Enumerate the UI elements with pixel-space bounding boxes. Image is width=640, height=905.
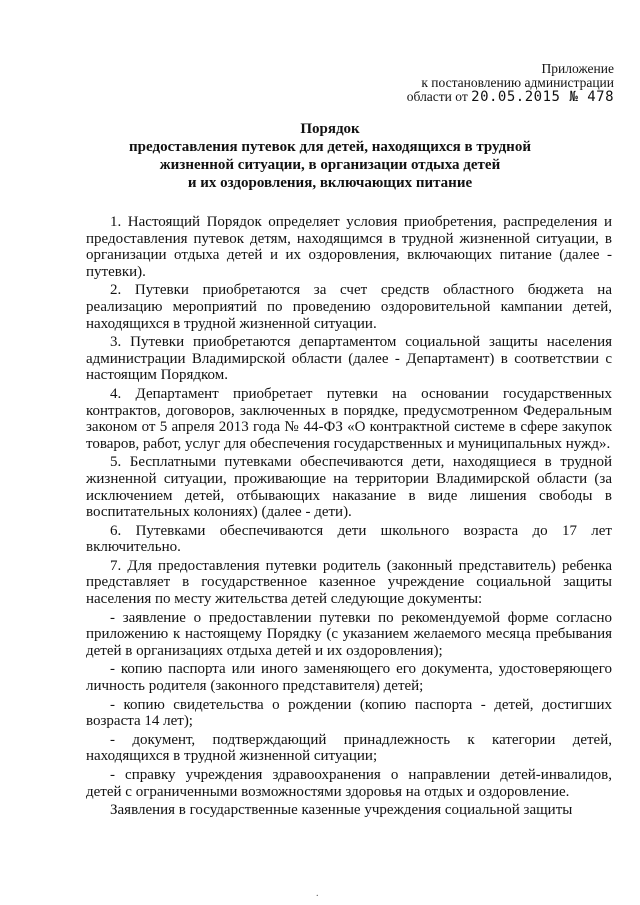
title-line-4: и их оздоровления, включающих питание	[187, 175, 473, 191]
document-title	[60, 120, 600, 192]
date-number-stamp: 20.05.2015 № 478	[471, 89, 614, 105]
paragraph-8-start: Заявления в государственные казенные учреждения социальной защиты	[110, 802, 573, 819]
paragraph-5: 5. Бесплатными путевками обеспечиваются дети, находящиеся в трудной жизненной ситуации, проживающие на территории Владимирской области (за исключением детей, отбывающих наказание в виде лишения свободы в воспитательных колониях) (далее - дети).	[86, 454, 612, 521]
appendix-date-prefix: области от	[406, 89, 472, 104]
list-item-category-document: - документ, подтверждающий принадлежность к категории детей, находящихся в трудной жизненной ситуации;	[86, 731, 612, 765]
footer-mark: .	[316, 888, 319, 899]
list-item-passport: - копию паспорта или иного заменяющего его документа, удостоверяющего личность родителя (законного представителя) детей;	[86, 661, 612, 695]
list-item-birth-certificate: - копию свидетельства о рождении (копию паспорта - детей, достигших возраста 14 лет);	[86, 696, 612, 730]
list-item-application: - заявление о предоставлении путевки по рекомендуемой форме согласно приложению к настоящему Порядку (с указанием желаемого месяца пребывания детей в организациях отдыха детей и их оздоровления);	[86, 609, 612, 659]
paragraph-4: 4. Департамент приобретает путевки на основании государственных контрактов, договоров, заключенных в порядке, предусмотренном Федеральным законом от 5 апреля 2013 года № 44-ФЗ «О контрактной системе в сфере закупок товаров, работ, услуг для обеспечения государственных и муниципальных нужд».	[86, 385, 612, 452]
paragraph-2: 2. Путевки приобретаются за счет средств областного бюджета на реализацию мероприятий по проведению оздоровительной кампании детей, находящихся в трудной жизненной ситуации.	[86, 282, 612, 332]
appendix-date-line	[354, 90, 614, 104]
document-body	[86, 214, 612, 821]
title-line-2: предоставления путевок для детей, находящихся в трудной	[129, 139, 531, 155]
paragraph-3: 3. Путевки приобретаются департаментом социальной защиты населения администрации Владимирской области (далее - Департамент) в соответствии с настоящим Порядком.	[86, 334, 612, 384]
appendix-header	[354, 62, 614, 104]
list-item-medical-certificate: - справку учреждения здравоохранения о направлении детей-инвалидов, детей с ограниченными возможностями здоровья на отдых и оздоровление.	[86, 767, 612, 800]
appendix-reference: к постановлению администрации	[421, 75, 614, 90]
title-line-1: Порядок	[300, 121, 360, 137]
title-line-3: жизненной ситуации, в организации отдыха детей	[159, 157, 501, 173]
paragraph-6: 6. Путевками обеспечиваются дети школьного возраста до 17 лет включительно.	[86, 522, 612, 556]
appendix-label: Приложение	[541, 61, 614, 76]
paragraph-1: 1. Настоящий Порядок определяет условия приобретения, распределения и предоставления путевок детям, находящимся в трудной жизненной ситуации, в организации отдыха детей и их оздоровления, включающих питание (далее - путевки).	[86, 214, 612, 280]
paragraph-7: 7. Для предоставления путевки родитель (законный представитель) ребенка представляет в государственное казенное учреждение социальной защиты населения по месту жительства детей следующие документы:	[86, 557, 612, 608]
